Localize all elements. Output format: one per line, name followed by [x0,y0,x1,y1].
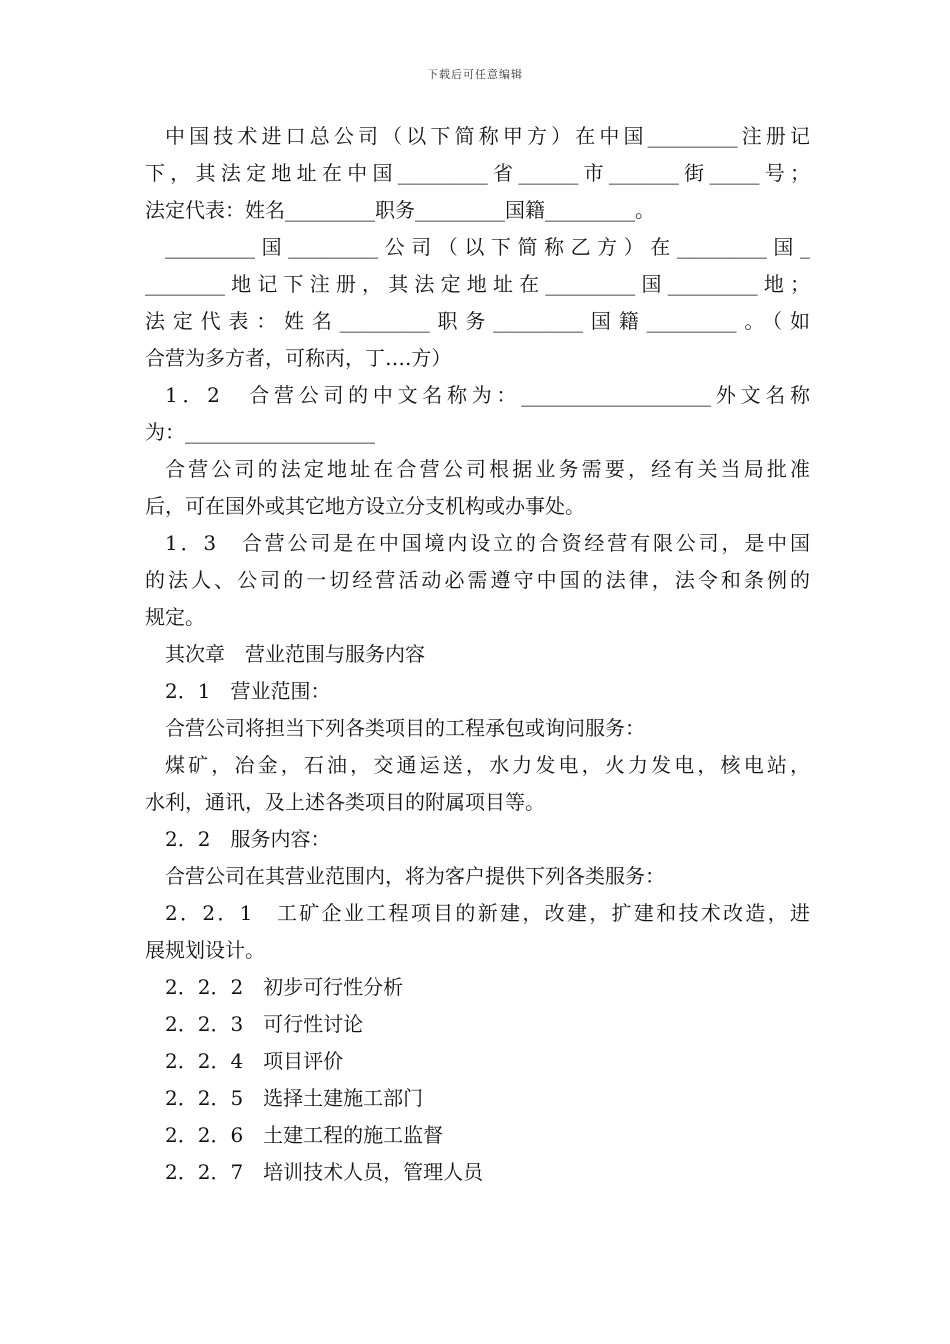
section-2-1-heading: 2．1 营业范围： [165,679,331,703]
chapter-2-heading: 其次章 营业范围与服务内容 [165,642,425,666]
item-2-2-2: 2．2．2 初步可行性分析 [165,975,404,999]
section-2-2-heading: 2．2 服务内容： [165,827,331,851]
document-body [145,118,810,1191]
page-header: 下载后可任意编辑 [427,68,523,81]
item-2-2-4: 2．2．4 项目评价 [165,1049,344,1073]
paragraph-party-b-line3: 法定代表：姓名_________职务_________国籍_________。（如 [145,309,810,333]
item-2-2-6: 2．2．6 土建工程的施工监督 [165,1123,444,1147]
paragraph-scope-list-line1: 煤矿，冶金，石油，交通运送，水力发电，火力发电，核电站， [165,753,810,777]
paragraph-party-a-line2: 下，其法定地址在中国_________省______市_______街_____号； [145,161,810,185]
item-2-2-3: 2．2．3 可行性讨论 [165,1012,364,1036]
paragraph-scope-list-line2: 水利，通讯，及上述各类项目的附属项目等。 [145,790,545,814]
paragraph-party-b-line2: ________地记下注册，其法定地址在_________国_________地； [145,272,810,296]
paragraph-address-line2: 后，可在国外或其它地方设立分支机构或办事处。 [145,494,585,518]
item-2-2-1-line2: 展规划设计。 [145,938,265,962]
section-1-3-line2: 的法人、公司的一切经营活动必需遵守中国的法律，法令和条例的 [145,568,810,592]
section-1-3-line3: 规定。 [145,605,205,629]
item-2-2-7: 2．2．7 培训技术人员，管理人员 [165,1160,484,1184]
paragraph-party-a-line1: 中国技术进口总公司（以下简称甲方）在中国_________注册记 [165,124,810,148]
section-1-2-line2: 为：___________________ [145,420,375,444]
paragraph-scope-intro: 合营公司将担当下列各类项目的工程承包或询问服务： [165,716,645,740]
item-2-2-5: 2．2．5 选择土建施工部门 [165,1086,424,1110]
paragraph-services-intro: 合营公司在其营业范围内，将为客户提供下列各类服务： [165,864,665,888]
section-1-2-line1: 1．2 合营公司的中文名称为：___________________外文名称 [165,383,810,407]
paragraph-party-a-line3: 法定代表：姓名_________职务_________国籍_________。 [145,198,655,222]
section-1-3-line1: 1．3 合营公司是在中国境内设立的合资经营有限公司，是中国 [165,531,810,555]
paragraph-address-line1: 合营公司的法定地址在合营公司根据业务需要，经有关当局批准 [165,457,810,481]
paragraph-party-b-line1: _________国_________公司（以下简称乙方）在_________国_ [165,235,810,259]
paragraph-party-b-line4: 合营为多方者，可称丙，丁….方） [145,346,452,370]
item-2-2-1-line1: 2．2．1 工矿企业工程项目的新建，改建，扩建和技术改造，进 [165,901,810,925]
